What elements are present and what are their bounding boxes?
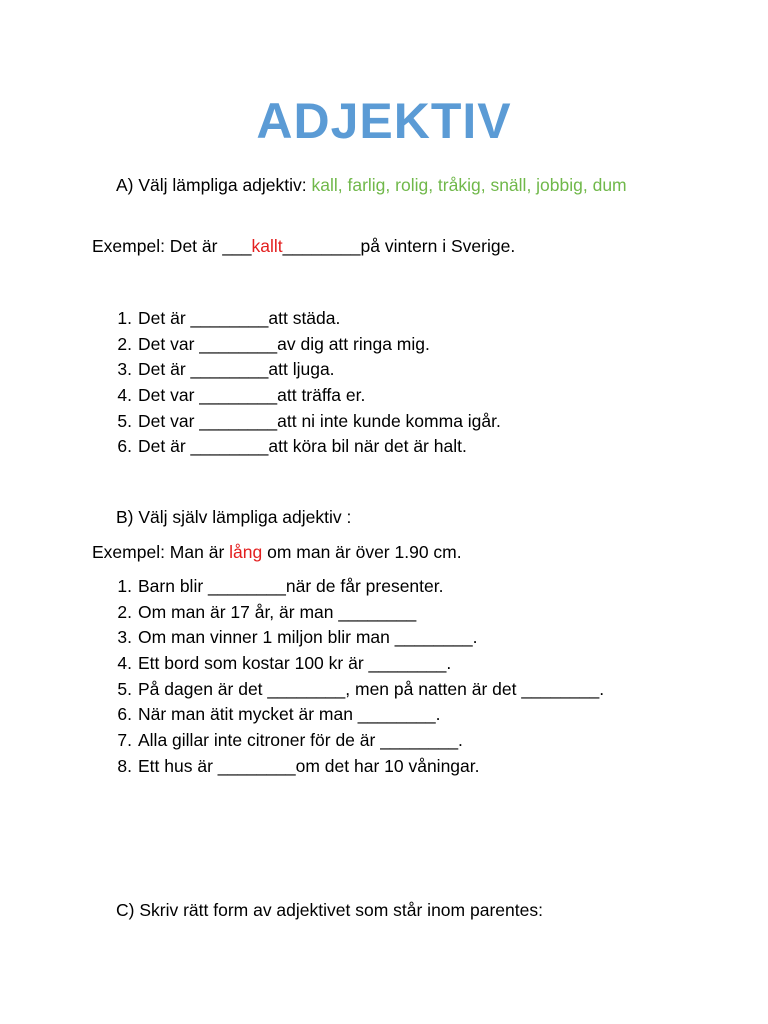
list-item: 6 . När man ätit mycket är man ________. [114,702,604,728]
list-item: 1 . Barn blir ________när de får presenter. [114,574,604,600]
section-c-heading: C) Skriv rätt form av adjektivet som står inom parentes: [116,900,543,920]
list-item: 4 . Ett bord som kostar 100 kr är ________. [114,651,604,677]
list-item: 6 . Det är ________att köra bil när det är halt. [114,434,501,460]
example-a-answer: kallt [251,236,283,256]
list-item: 5 . På dagen är det ________, men på natten är det ________. [114,677,604,703]
list-item: 4 . Det var ________att träffa er. [114,383,501,409]
example-b-after: om man är över 1.90 cm. [262,542,462,562]
section-a-heading [116,175,627,196]
page-title: ADJEKTIV [256,93,512,149]
section-a-list [114,306,501,460]
list-item: 8 . Ett hus är ________om det har 10 våningar. [114,754,604,780]
list-item: 2 . Om man är 17 år, är man ________ [114,600,604,626]
example-a-after: ________på vintern i Sverige. [282,236,516,256]
list-item: 5 . Det var ________att ni inte kunde komma igår. [114,409,501,435]
list-item: 3 . Om man vinner 1 miljon blir man ________. [114,625,604,651]
list-item: 3 . Det är ________att ljuga. [114,357,501,383]
section-b-heading: B) Välj själv lämpliga adjektiv : [116,507,352,527]
section-b-example [92,542,462,563]
example-b-answer: lång [229,542,263,562]
section-a-word-list: kall, farlig, rolig, tråkig, snäll, jobbig, dum [311,175,627,195]
list-item: 2 . Det var ________av dig att ringa mig. [114,332,501,358]
section-a-prefix: A) Välj lämpliga adjektiv: [116,175,312,195]
example-a-before: Exempel: Det är ___ [92,236,252,256]
list-item: 1 . Det är ________att städa. [114,306,501,332]
section-b-list [114,574,604,780]
list-item: 7 . Alla gillar inte citroner för de är ________. [114,728,604,754]
section-a-example [92,236,515,257]
example-b-before: Exempel: Man är [92,542,230,562]
